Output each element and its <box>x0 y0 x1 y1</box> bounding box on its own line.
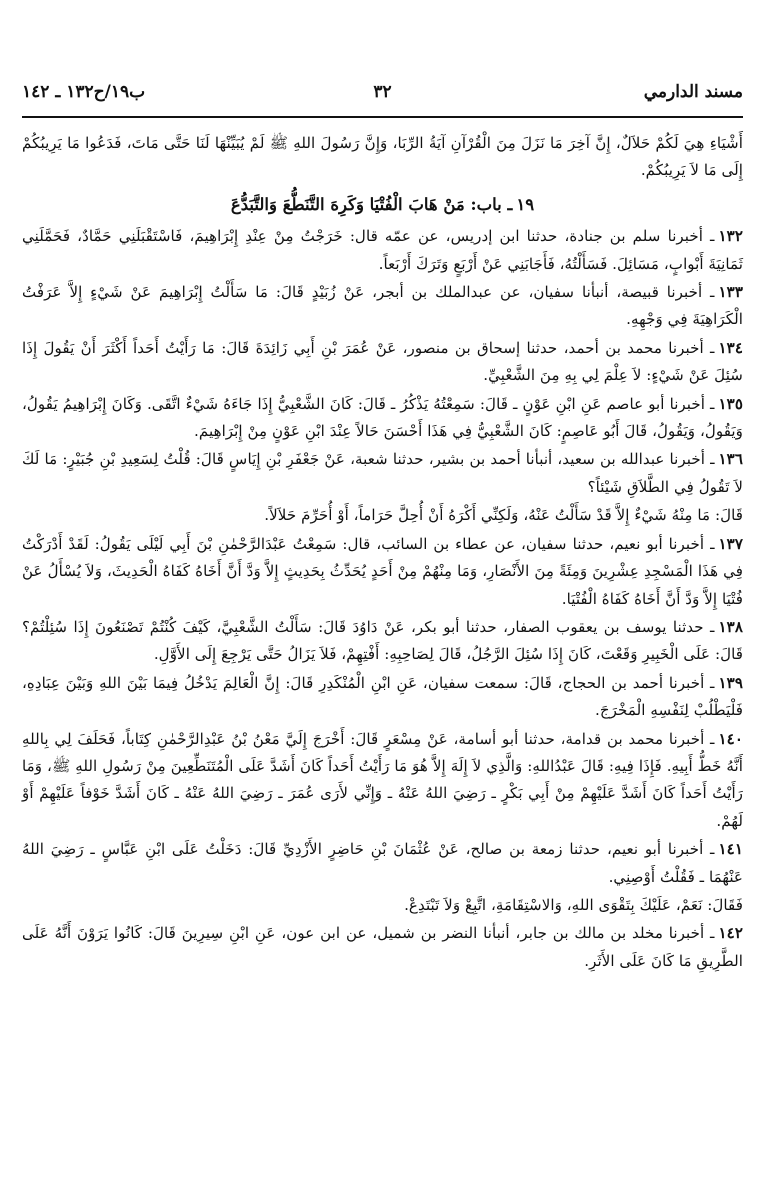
hadith-text: ـ أخبرنا محمد بن قدامة، حدثنا أبو أسامة، عَنْ مِسْعَرٍ قَالَ: أَخْرَجَ إِلَيَّ مَعْنُ بْنُ عَبْدِالرَّحْمٰنِ كِتَاباً، فَحَلَفَ لِي بِاللهِ أَنَّهُ خَطُّ أَبِيهِ. فَإِذَا فِيهِ: قَالَ عَبْدُاللهِ: وَالَّذِي لاَ إِلَهَ إِلاَّ هُوَ مَا رَأَيْتُ أَحَداً كَانَ أَشَدَّ عَلَى الْمُتَنَطِّعِينَ مِنْ رَسُولِ اللهِ ﷺ، وَمَا رَأَيْتُ أَحَداً كَانَ أَشَدَّ عَلَيْهِمْ مِنْ أَبِي بَكْرٍ ـ رَضِيَ اللهُ عَنْهُ ـ وَإِنِّي لأَرَى عُمَرَ ـ رَضِيَ اللهُ عَنْهُ ـ كَانَ أَشَدَّ خَوْفاً عَلَيْهِمْ أَوْ لَهُمْ. <box>22 729 743 830</box>
page-header <box>22 82 743 112</box>
hadith-text: قَالَ: مَا مِنْهُ شَيْءٌ إِلاَّ قَدْ سَأَلْتُ عَنْهُ، وَلَكِنِّي أَكْرَهُ أَنْ أُحِلَّ حَرَاماً، أَوْ أُحَرِّمَ حَلاَلاً. <box>264 506 743 525</box>
hadith-text: ـ أخبرنا أحمد بن الحجاج، قَالَ: سمعت سفيان، عَنِ ابْنِ الْمُنْكَدِرِ قَالَ: إِنَّ الْعَالِمَ يَدْخُلُ فِيمَا بَيْنَ اللهِ وَبَيْنَ عِبَادِهِ، فَلْيَطْلُبْ لِنَفْسِهِ الْمَخْرَجَ. <box>22 673 743 720</box>
hadith-entry <box>22 726 743 836</box>
hadith-number: ١٣٩ <box>718 673 743 692</box>
hadith-entry <box>22 502 743 529</box>
hadith-entry <box>22 391 743 446</box>
hadith-text: ـ أخبرنا قبيصة، أنبأنا سفيان، عن عبدالملك بن أبجر، عَنْ زُبَيْدٍ قَالَ: مَا سَأَلْتُ إِبْرَاهِيمَ عَنْ شَيْءٍ إِلاَّ عَرَفْتُ الْكَرَاهِيَةَ فِي وَجْهِهِ. <box>22 283 743 329</box>
book-title: مسند الدارمي <box>643 82 743 102</box>
hadith-entry <box>22 892 743 919</box>
hadith-text: ـ أخبرنا سلم بن جنادة، حدثنا ابن إدريس، عن عمّه قال: خَرَجْتُ مِنْ عِنْدِ إِبْرَاهِيمَ، فَاسْتَقْبَلَنِي حَمَّادٌ، فَحَمَّلَنِي ثَمَانِيَةَ أَبْوابٍ، مَسَائِلَ. فَسَأَلْتُهُ، فَأَجَابَنِي عَنْ أَرْبَعٍ وَتَرَكَ أَرْبَعاً. <box>22 227 743 273</box>
hadith-number: ١٣٦ <box>718 450 743 469</box>
page-number: ٣٢ <box>373 82 392 102</box>
hadith-number: ١٣٢ <box>718 227 743 246</box>
hadith-number: ١٣٣ <box>718 283 743 302</box>
page-body <box>22 130 743 976</box>
intro-paragraph: أَشْيَاءِ هِيَ لَكُمْ حَلاَلٌ، إِنَّ آخِرَ مَا نَزَلَ مِنَ الْقُرْآنِ آيَةُ الرِّبَا، وَإِنَّ رَسُولَ اللهِ ﷺ لَمْ يُبَيِّنْهَا لَنَا حَتَّى مَاتَ، فَدَعُوا مَا يَرِيبُكُمْ إِلَى مَا لاَ يَرِيبُكُمْ. <box>22 134 743 180</box>
chapter-heading <box>22 191 743 218</box>
hadith-text: ـ أخبرنا مخلد بن مالك بن جابر، أنبأنا النضر بن شميل، عن ابن عون، عَنِ ابْنِ سِيرِينَ قَالَ: كَانُوا يَرَوْنَ أَنَّهُ عَلَى الطَّرِيقِ مَا كَانَ عَلَى الأَثَرِ. <box>22 924 743 970</box>
hadith-entry <box>22 836 743 891</box>
hadith-entry <box>22 223 743 278</box>
hadith-number: ١٣٧ <box>718 534 743 553</box>
hadith-text: ـ أخبرنا أبو نعيم، حدثنا سفيان، عن عطاء بن السائب، قال: سَمِعْتُ عَبْدَالرَّحْمٰنِ بْنَ أَبِي لَيْلَى يَقُولُ: لَقَدْ أَدْرَكْتُ فِي هَذَا الْمَسْجِدِ عِشْرِينَ وَمِئَةً مِنَ الأَنْصَارِ، وَمَا مِنْهُمْ مِنْ أَحَدٍ يُحَدِّثُ بِحَدِيثٍ إِلاَّ وَدَّ أَنَّ أَخَاهُ كَفَاهُ الْحَدِيثَ، وَلاَ يُسْأَلُ عَنْ فُتْيَا إِلاَّ وَدَّ أَنَّ أَخَاهُ كَفَاهُ الْفُتْيَا. <box>22 534 743 608</box>
hadith-text: ـ أخبرنا عبدالله بن سعيد، أنبأنا أحمد بن بشير، حدثنا شعبة، عَنْ جَعْفَرِ بْنِ إِيَاسٍ قَالَ: قُلْتُ لِسَعِيدِ بْنِ جُبَيْرٍ: مَا لَكَ لاَ تَقُولُ فِي الطَّلاَقِ شَيْئاً؟ <box>22 450 743 496</box>
hadith-entry <box>22 670 743 725</box>
hadith-text: ـ أخبرنا أبو نعيم، حدثنا زمعة بن صالح، عَنْ عُثْمَانَ بْنِ حَاضِرٍ الأَزْدِيِّ قَالَ: دَخَلْتُ عَلَى ابْنِ عَبَّاسٍ ـ رَضِيَ اللهُ عَنْهُمَا ـ فَقُلْتُ أَوْصِنِي. <box>22 840 743 886</box>
hadith-number: ١٣٤ <box>718 338 743 357</box>
hadith-text: ـ أخبرنا محمد بن أحمد، حدثنا إسحاق بن منصور، عَنْ عُمَرَ بْنِ أَبِي زَائِدَةَ قَالَ: مَا رَأَيْتُ أَحَداً أَكْثَرَ أَنْ يَقُولَ إِذَا سُئِلَ عَنْ شَيْءٍ: لاَ عِلْمَ لِي بِهِ مِنَ الشَّعْبِيِّ. <box>22 338 743 385</box>
hadith-list <box>22 223 743 975</box>
hadith-text: ـ حدثنا يوسف بن يعقوب الصفار، حدثنا أبو بكر، عَنْ دَاوُدَ قَالَ: سَأَلْتُ الشَّعْبِيَّ، كَيْفَ كُنْتُمْ تَصْنَعُونَ إِذَا سُئِلْتُمْ؟ قَالَ: عَلَى الْخَبِيرِ وَقَعْتَ، كَانَ إِذَا سُئِلَ الرَّجُلُ، قَالَ لِصَاحِبِهِ: أَفْتِهِمْ، فَلاَ يَزَالُ حَتَّى يَرْجِعَ إِلَى الأَوَّلِ. <box>22 617 743 664</box>
hadith-number: ١٤١ <box>718 840 743 859</box>
hadith-text: ـ أخبرنا أبو عاصم عَنِ ابْنِ عَوْنٍ ـ قَالَ: سَمِعْتُهُ يَذْكُرُ ـ قَالَ: كَانَ الشَّعْبِيُّ إِذَا جَاءَهُ شَيْءٌ اتَّقَى. وَكَانَ إِبْرَاهِيمُ يَقُولُ، وَيَقُولُ، وَيَقُولُ، قَالَ أَبُو عَاصِمٍ: كَانَ الشَّعْبِيُّ فِي هَذَا أَحْسَنَ حَالاً عِنْدَ ابْنِ عَوْنٍ مِنْ إِبْرَاهِيمَ. <box>22 394 743 441</box>
hadith-text: فَقَالَ: نَعَمْ، عَلَيْكَ بِتَقْوَى اللهِ، وَالاسْتِقَامَةِ، اتَّبِعْ وَلاَ تَبْتَدِعْ. <box>404 895 743 914</box>
hadith-entry <box>22 614 743 669</box>
hadith-entry <box>22 335 743 390</box>
chapter-number: ١٩ <box>516 194 535 214</box>
hadith-entry <box>22 279 743 334</box>
hadith-number: ١٤٢ <box>718 924 743 943</box>
hadith-number: ١٤٠ <box>718 729 743 748</box>
hadith-entry <box>22 531 743 613</box>
chapter-title: ـ باب: مَنْ هَابَ الْفُتْيَا وَكَرِهَ التَّنَطُّعَ وَالتَّبَدُّعَ <box>230 194 513 214</box>
hadith-entry <box>22 446 743 501</box>
hadith-number: ١٣٥ <box>718 394 743 413</box>
hadith-number: ١٣٨ <box>718 617 743 636</box>
header-rule <box>22 116 743 118</box>
hadith-range: ب١٩/ح١٣٢ ـ ١٤٢ <box>22 82 146 102</box>
hadith-entry <box>22 920 743 975</box>
